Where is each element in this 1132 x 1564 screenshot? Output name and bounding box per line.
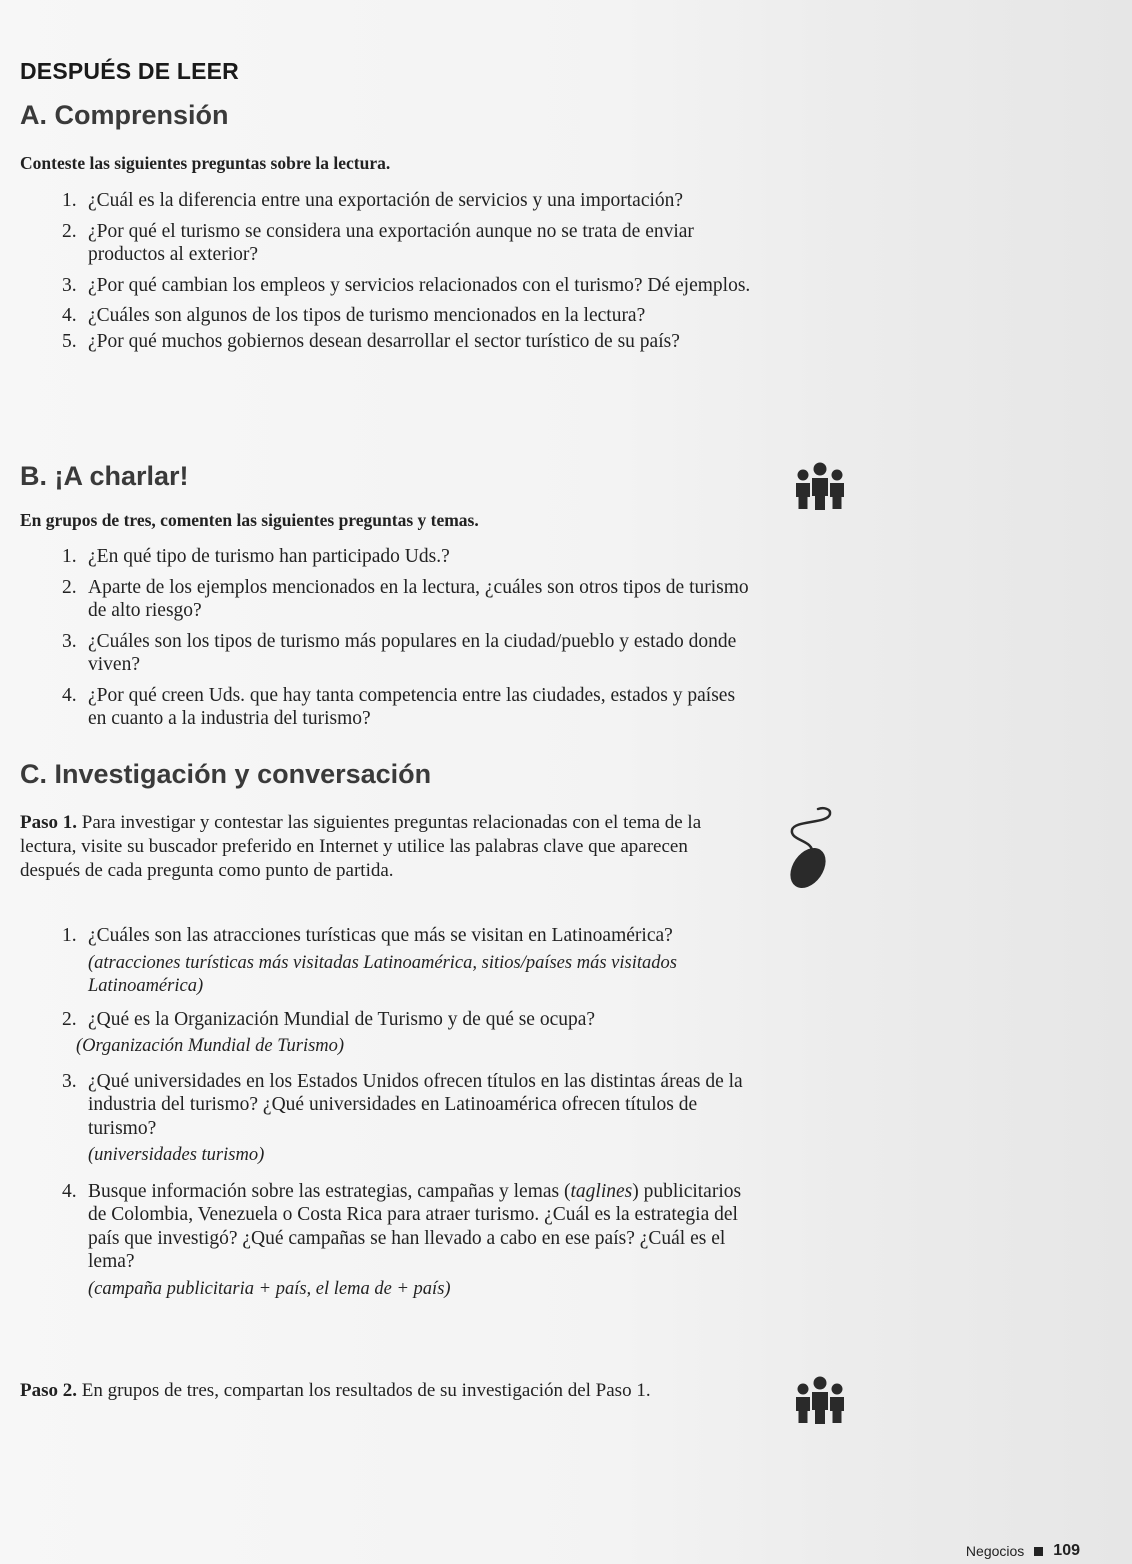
paso-1-paragraph xyxy=(20,811,750,883)
paso-1-text: Para investigar y contestar las siguientes preguntas relacionadas con el tema de la lectura, visite su buscador preferido en Internet y utilice las palabras clave que aparecen después de cada pregunta como punto de partida. xyxy=(20,812,702,881)
question-item: 4. ¿Por qué creen Uds. que hay tanta competencia entre las ciudades, estados y países en cuanto a la industria del turismo? xyxy=(62,684,736,729)
page-number: 109 xyxy=(1053,1542,1080,1559)
paso-2-text: En grupos de tres, compartan los resultados de su investigación del Paso 1. xyxy=(81,1380,651,1401)
question-item: 4. ¿Cuáles son algunos de los tipos de turismo mencionados en la lectura? xyxy=(62,305,646,326)
computer-mouse-icon xyxy=(784,806,840,897)
square-bullet-icon xyxy=(1034,1547,1043,1556)
section-a-instruction: Conteste las siguientes preguntas sobre la lectura. xyxy=(20,153,391,173)
question-item: 2. Aparte de los ejemplos mencionados en la lectura, ¿cuáles son otros tipos de turismo de alto riesgo? xyxy=(62,576,749,621)
search-keywords: (campaña publicitaria + país, el lema de + país) xyxy=(88,1278,451,1299)
question-item: 1. ¿Cuáles son las atracciones turísticas que más se visitan en Latinoamérica? (atracciones turísticas más visitadas Latinoamérica, sitios/países más visitados Latinoamérica) xyxy=(62,924,752,999)
section-c-questions xyxy=(62,924,752,1308)
group-of-three-icon xyxy=(790,1376,850,1429)
question-item: 3. ¿Cuáles son los tipos de turismo más populares en la ciudad/pueblo y estado donde viven? xyxy=(62,630,737,675)
section-a-questions xyxy=(62,189,752,360)
question-item: 1. ¿En qué tipo de turismo han participado Uds.? xyxy=(62,546,450,567)
search-keywords: (Organización Mundial de Turismo) xyxy=(76,1036,345,1056)
question-item: 3. ¿Por qué cambian los empleos y servicios relacionados con el turismo? Dé ejemplos. xyxy=(62,274,751,296)
header-title: DESPUÉS DE LEER xyxy=(20,58,239,84)
question-item: 3. ¿Qué universidades en los Estados Unidos ofrecen títulos en las distintas áreas de la industria del turismo? ¿Qué universidades en Latinoamérica ofrecen títulos de turismo? (universidades turismo) xyxy=(62,1070,752,1168)
question-item: 2. ¿Qué es la Organización Mundial de Turismo y de qué se ocupa? (Organización Mundial de Turismo) xyxy=(62,1008,752,1059)
footer-section: Negocios xyxy=(965,1543,1025,1559)
question-item: 1. ¿Cuál es la diferencia entre una exportación de servicios y una importación? xyxy=(62,190,684,211)
section-b-instruction: En grupos de tres, comenten las siguientes preguntas y temas. xyxy=(20,510,479,530)
question-item: 2. ¿Por qué el turismo se considera una exportación aunque no se trata de enviar productos al exterior? xyxy=(62,220,694,265)
group-of-three-icon xyxy=(790,462,850,515)
question-item: 5. ¿Por qué muchos gobiernos desean desarrollar el sector turístico de su país? xyxy=(62,330,680,352)
search-keywords: (universidades turismo) xyxy=(88,1145,265,1165)
section-a-title: A. Comprensión xyxy=(20,100,229,130)
search-keywords: (atracciones turísticas más visitadas Latinoamérica, sitios/países más visitados Latinoamérica) xyxy=(88,952,677,996)
page-footer xyxy=(966,1542,1080,1560)
section-b-title: B. ¡A charlar! xyxy=(20,461,189,491)
paso-2-paragraph xyxy=(20,1379,760,1403)
question-item: 4. Busque información sobre las estrategias, campañas y lemas (taglines) publicitarios de Colombia, Venezuela o Costa Rica para atraer turismo. ¿Cuál es la estrategia del país que investigó? ¿Qué campañas se han llevado a cabo en ese país? ¿Cuál es el lema? (campaña publicitaria + país, el lema de + país) xyxy=(62,1180,752,1302)
paso-2-label: Paso 2. xyxy=(20,1380,77,1401)
paso-1-label: Paso 1. xyxy=(20,812,77,833)
section-c-title: C. Investigación y conversación xyxy=(20,759,432,789)
section-b-questions xyxy=(62,545,752,738)
